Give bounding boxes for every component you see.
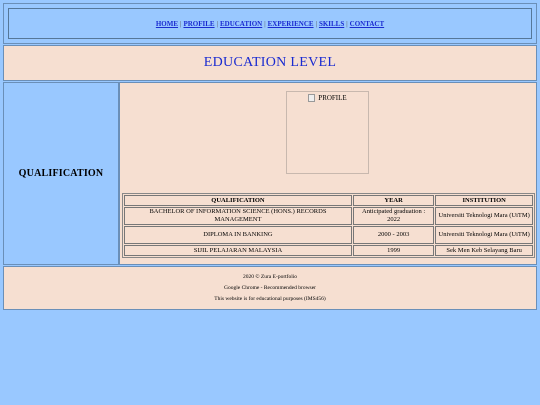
institution-cell: Universiti Teknologi Mara (UiTM)	[435, 226, 533, 244]
education-table	[122, 193, 535, 258]
page-footer	[3, 266, 537, 310]
qualification-cell: DIPLOMA IN BANKING	[124, 226, 352, 244]
institution-cell: Sek Men Keb Selayang Baru	[435, 245, 533, 256]
nav-separator: |	[180, 19, 182, 28]
nav-link-education[interactable]: EDUCATION	[219, 19, 263, 28]
footer-purpose-note: This website is for educational purposes (IMS456)	[214, 295, 326, 302]
institution-cell: Universiti Teknologi Mara (UiTM)	[435, 207, 533, 225]
footer-copyright: 2020 © Zura E-portfolio	[242, 273, 298, 280]
nav-link-home[interactable]: HOME	[155, 19, 179, 28]
nav-link-contact[interactable]: CONTACT	[349, 19, 385, 28]
nav-separator: |	[216, 19, 218, 28]
year-cell: Anticipated graduation : 2022	[353, 207, 434, 225]
broken-image-icon	[308, 94, 315, 102]
page-title-banner	[3, 45, 537, 81]
qualification-cell: SIJIL PELAJARAN MALAYSIA	[124, 245, 352, 256]
footer-browser-note: Google Chrome - Recommended browser	[224, 284, 316, 291]
qualification-sidebar	[3, 82, 119, 265]
nav-link-profile[interactable]: PROFILE	[183, 19, 215, 28]
profile-image-alt: PROFILE	[318, 94, 347, 102]
qualification-label: QUALIFICATION	[18, 168, 104, 179]
nav-link-skills[interactable]: SKILLS	[318, 19, 345, 28]
year-cell: 1999	[353, 245, 434, 256]
year-cell: 2000 - 2003	[353, 226, 434, 244]
nav-separator: |	[346, 19, 348, 28]
nav-separator: |	[264, 19, 266, 28]
table-row	[124, 226, 533, 244]
qualification-cell: BACHELOR OF INFORMATION SCIENCE (HONS.) RECORDS MANAGEMENT	[124, 207, 352, 225]
table-row	[124, 207, 533, 225]
column-header-institution: INSTITUTION	[435, 195, 533, 206]
column-header-qualification: QUALIFICATION	[124, 195, 352, 206]
top-navigation-frame	[3, 3, 537, 44]
education-content	[119, 82, 537, 265]
nav-separator: |	[315, 19, 317, 28]
profile-image-placeholder	[286, 91, 369, 174]
table-header-row	[124, 195, 533, 206]
page-title: EDUCATION LEVEL	[203, 55, 337, 70]
nav-bar	[8, 8, 532, 39]
nav-link-experience[interactable]: EXPERIENCE	[267, 19, 314, 28]
table-row	[124, 245, 533, 256]
column-header-year: YEAR	[353, 195, 434, 206]
